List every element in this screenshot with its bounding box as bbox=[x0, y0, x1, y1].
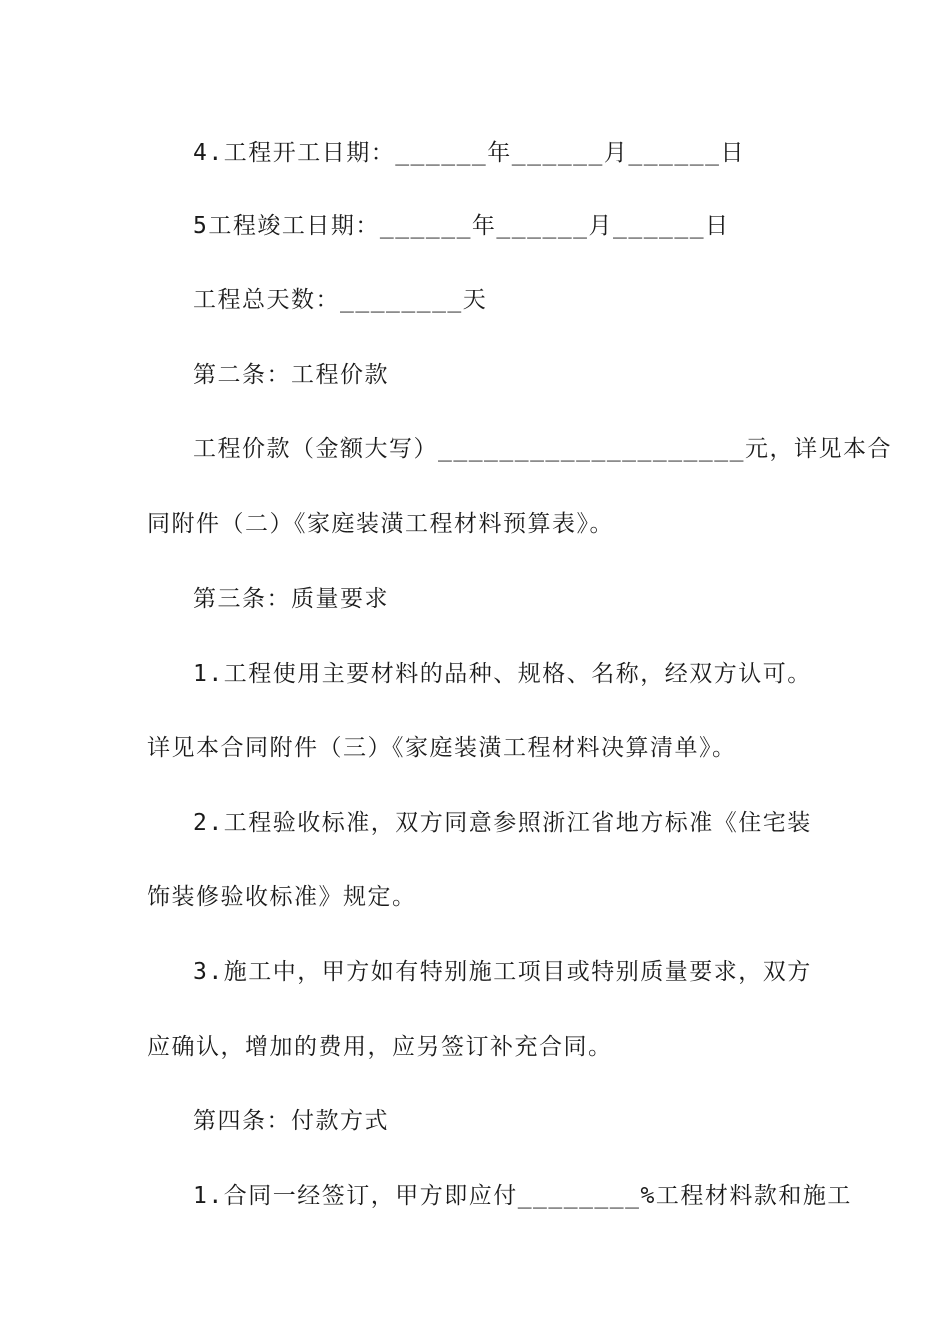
quality-item-2-continuation: 饰装修验收标准》规定。 bbox=[147, 884, 417, 910]
quality-item-2: 2.工程验收标准，双方同意参照浙江省地方标准《住宅装 bbox=[193, 810, 812, 836]
quality-item-3-continuation: 应确认，增加的费用，应另签订补充合同。 bbox=[147, 1034, 613, 1060]
project-price-line: 工程价款（金额大写）____________________元，详见本合 bbox=[193, 436, 892, 462]
article-3-heading: 第三条：质量要求 bbox=[193, 586, 389, 612]
completion-date-line: 5工程竣工日期：______年______月______日 bbox=[193, 213, 730, 239]
article-2-heading: 第二条：工程价款 bbox=[193, 362, 389, 388]
payment-item-1: 1.合同一经签订，甲方即应付________%工程材料款和施工 bbox=[193, 1183, 852, 1209]
article-4-heading: 第四条：付款方式 bbox=[193, 1108, 389, 1134]
project-price-continuation: 同附件（二）《家庭装潢工程材料预算表》。 bbox=[147, 511, 614, 537]
quality-item-1: 1.工程使用主要材料的品种、规格、名称，经双方认可。 bbox=[193, 661, 812, 687]
quality-item-3: 3.施工中，甲方如有特别施工项目或特别质量要求，双方 bbox=[193, 959, 812, 985]
quality-item-1-continuation: 详见本合同附件（三）《家庭装潢工程材料决算清单》。 bbox=[147, 735, 737, 761]
total-days-line: 工程总天数：________天 bbox=[193, 287, 488, 313]
start-date-line: 4.工程开工日期：______年______月______日 bbox=[193, 140, 745, 166]
